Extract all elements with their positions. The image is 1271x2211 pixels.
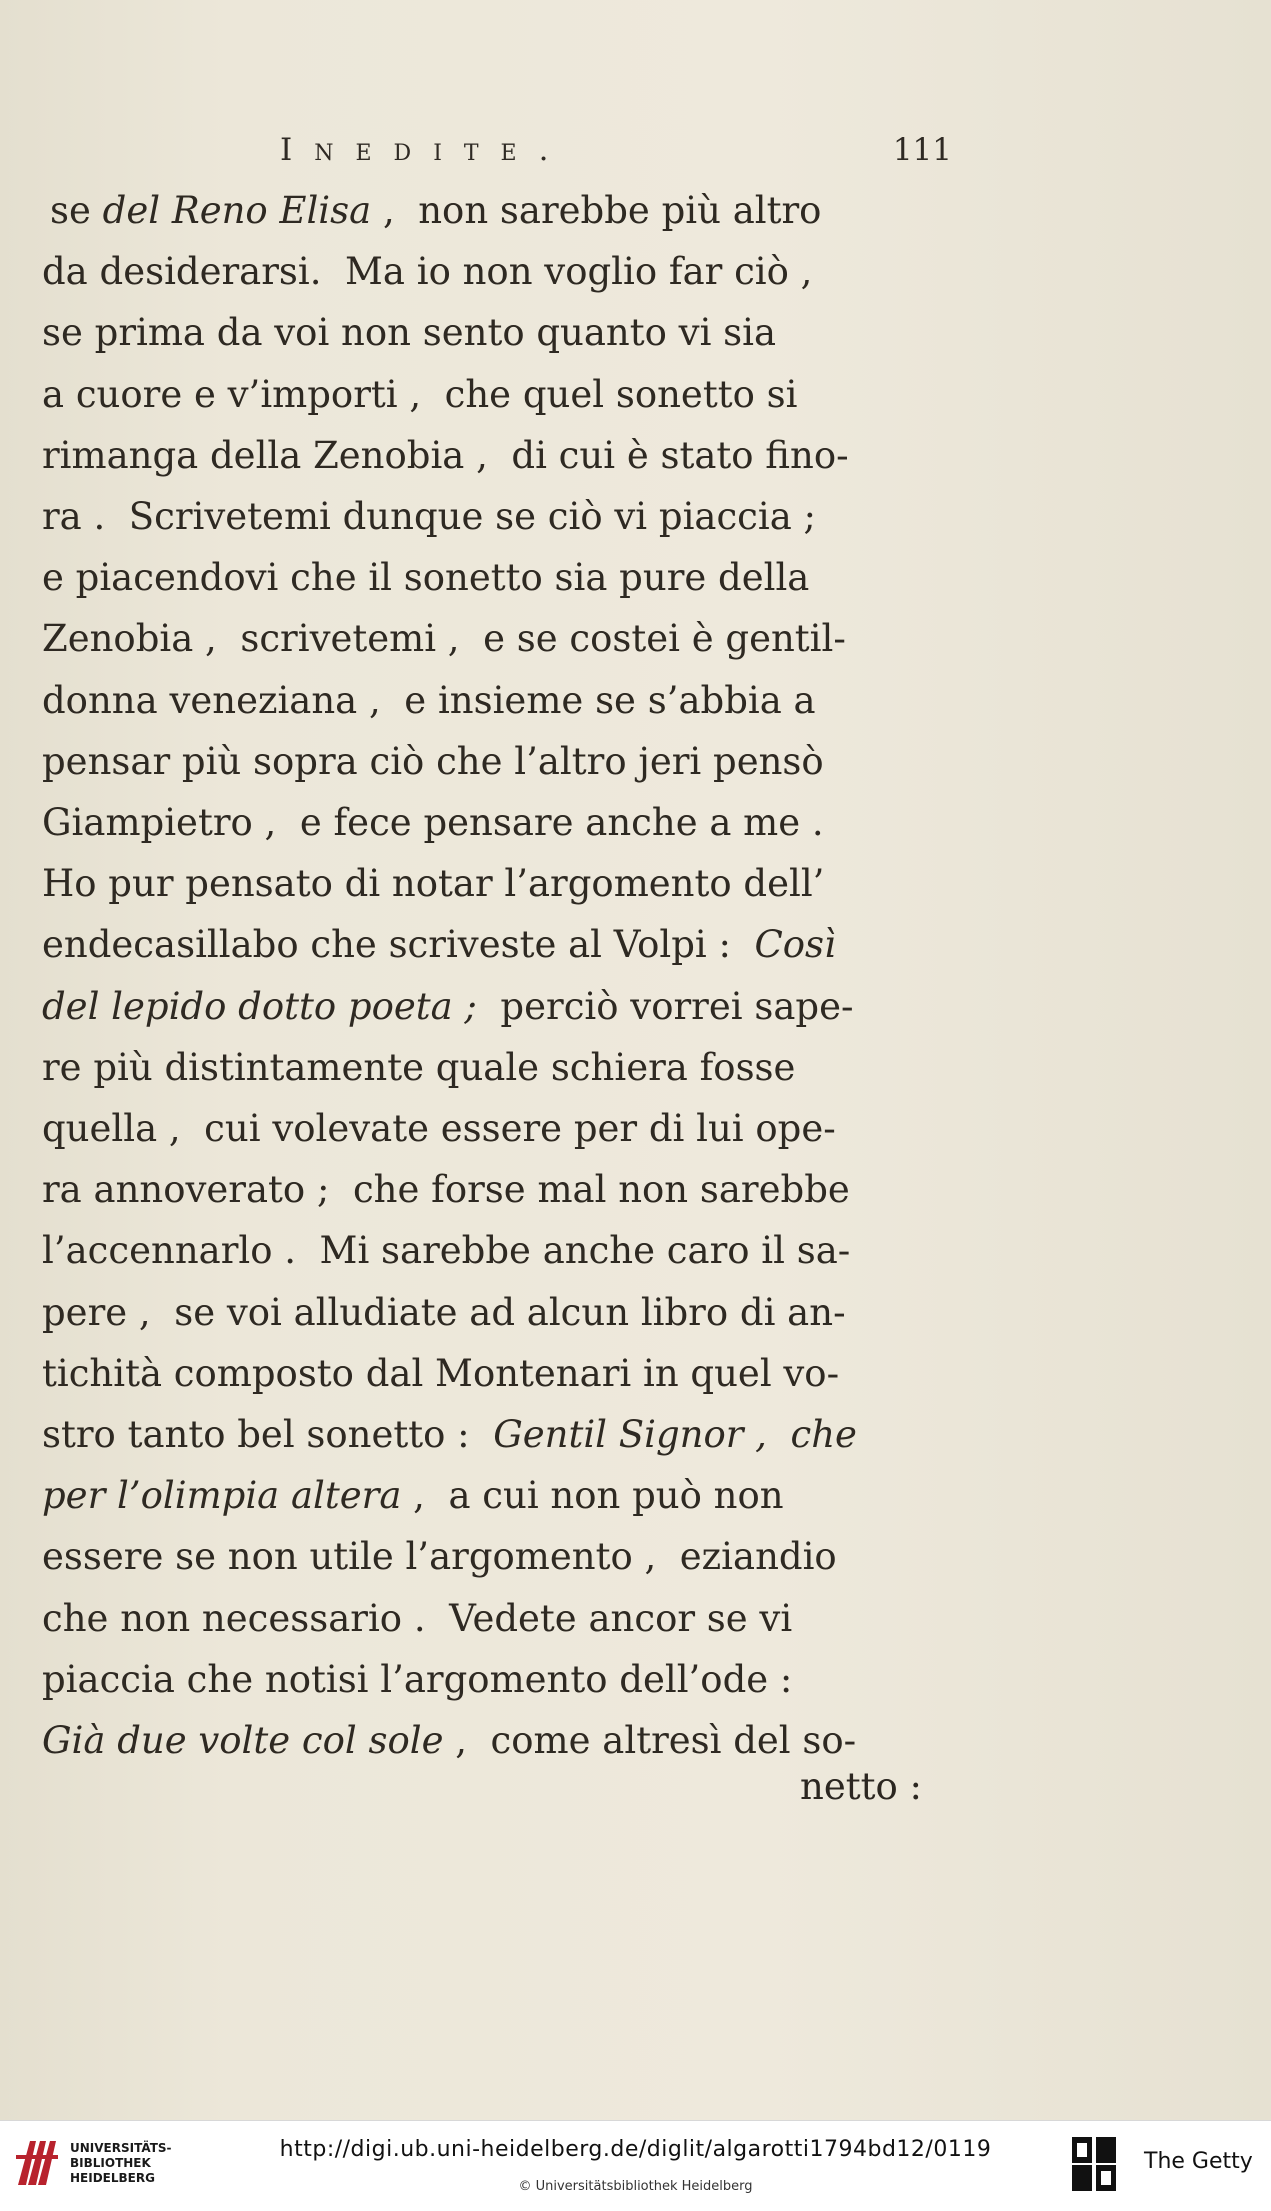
copyright-notice: © Universitätsbibliothek Heidelberg — [518, 2179, 753, 2194]
text-line — [42, 1161, 850, 1219]
italic-text: Già due volte col sole — [42, 1719, 444, 1762]
text-line — [42, 427, 849, 485]
roman-text: endecasillabo che scriveste al Volpi : — [42, 923, 755, 967]
library-name-line: UNIVERSITÄTS- — [70, 2141, 172, 2155]
permalink-url[interactable]: http://digi.ub.uni-heidelberg.de/diglit/algarotti1794bd12/0119 — [279, 2137, 992, 2162]
roman-text: Giampietro , e fece pensare anche a me . — [42, 801, 824, 844]
text-line — [42, 1222, 850, 1280]
roman-text: e piacendovi che il sonetto sia pure della — [42, 556, 810, 600]
text-line — [42, 1100, 836, 1158]
text-line — [42, 1406, 857, 1464]
text-line — [42, 855, 824, 913]
getty-name: The Getty — [1144, 2149, 1253, 2174]
roman-text: tichità composto dal Montenari in quel vo- — [42, 1351, 840, 1395]
text-line — [42, 1467, 784, 1525]
text-line — [42, 1590, 792, 1648]
roman-text: Ho pur pensato di notar l’argomento dell’ — [42, 862, 825, 906]
roman-text: essere se non utile l’argomento , eziandio — [42, 1535, 837, 1579]
roman-text: , non sarebbe più altro — [371, 189, 822, 232]
italic-text: Gentil Signor , che — [493, 1413, 857, 1456]
roman-text: pensar più sopra ciò che l’altro jeri pensò — [42, 739, 824, 783]
roman-text: Zenobia , scrivetemi , e se costei è gentil- — [42, 617, 846, 661]
roman-text: ra . Scrivetemi dunque se ciò vi piaccia ; — [42, 495, 817, 538]
roman-text: stro tanto bel sonetto : — [42, 1413, 494, 1456]
text-line — [42, 549, 809, 607]
text-line — [42, 916, 836, 974]
roman-text: re più distintamente quale schiera fosse — [42, 1045, 796, 1089]
page-header — [280, 132, 970, 172]
page-number: 111 — [892, 132, 952, 168]
catchword: netto : — [800, 1765, 922, 1808]
roman-text: se prima da voi non sento quanto vi sia — [42, 311, 777, 355]
text-line — [42, 1712, 856, 1770]
getty-logo-icon — [1070, 2135, 1120, 2193]
running-title: Inedite. — [280, 132, 571, 168]
text-line — [42, 1528, 837, 1586]
library-name-line: HEIDELBERG — [70, 2171, 155, 2185]
text-line — [42, 672, 816, 730]
text-line — [42, 733, 824, 791]
text-line — [42, 978, 853, 1036]
roman-text: da desiderarsi. Ma io non voglio far ciò , — [42, 250, 813, 294]
roman-text: , come altresì del so- — [443, 1719, 857, 1762]
roman-text: a cuore e v’importi , che quel sonetto si — [42, 372, 798, 416]
italic-text: del Reno Elisa — [102, 189, 372, 232]
roman-text: se — [50, 189, 103, 232]
text-line — [42, 304, 776, 362]
roman-text: donna veneziana , e insieme se s’abbia a — [42, 678, 816, 722]
roman-text: che non necessario . Vedete ancor se vi — [42, 1596, 793, 1640]
text-line — [42, 1345, 839, 1403]
roman-text: perciò vorrei sape- — [476, 984, 854, 1028]
roman-text: l’accennarlo . Mi sarebbe anche caro il sa- — [42, 1229, 851, 1273]
text-line — [50, 182, 821, 240]
roman-text: piaccia che notisi l’argomento dell’ode : — [42, 1657, 793, 1701]
library-name-line: BIBLIOTHEK — [70, 2156, 151, 2170]
italic-text: del lepido dotto poeta ; — [42, 984, 477, 1028]
roman-text: , a cui non può non — [401, 1474, 784, 1518]
text-line — [42, 1651, 792, 1709]
roman-text: rimanga della Zenobia , di cui è stato fino- — [42, 433, 849, 477]
roman-text: pere , se voi alludiate ad alcun libro di an- — [42, 1290, 846, 1334]
text-line — [42, 488, 816, 546]
italic-text: Così — [754, 923, 836, 967]
text-line — [42, 1284, 846, 1342]
text-line — [42, 794, 824, 852]
text-line — [42, 243, 812, 301]
italic-text: per l’olimpia altera — [42, 1474, 402, 1518]
text-line — [42, 610, 846, 668]
roman-text: ra annoverato ; che forse mal non sarebbe — [42, 1168, 850, 1212]
text-line — [42, 366, 797, 424]
footer-bar — [0, 2120, 1271, 2211]
roman-text: quella , cui volevate essere per di lui ope- — [42, 1107, 836, 1150]
text-line — [42, 1039, 795, 1097]
